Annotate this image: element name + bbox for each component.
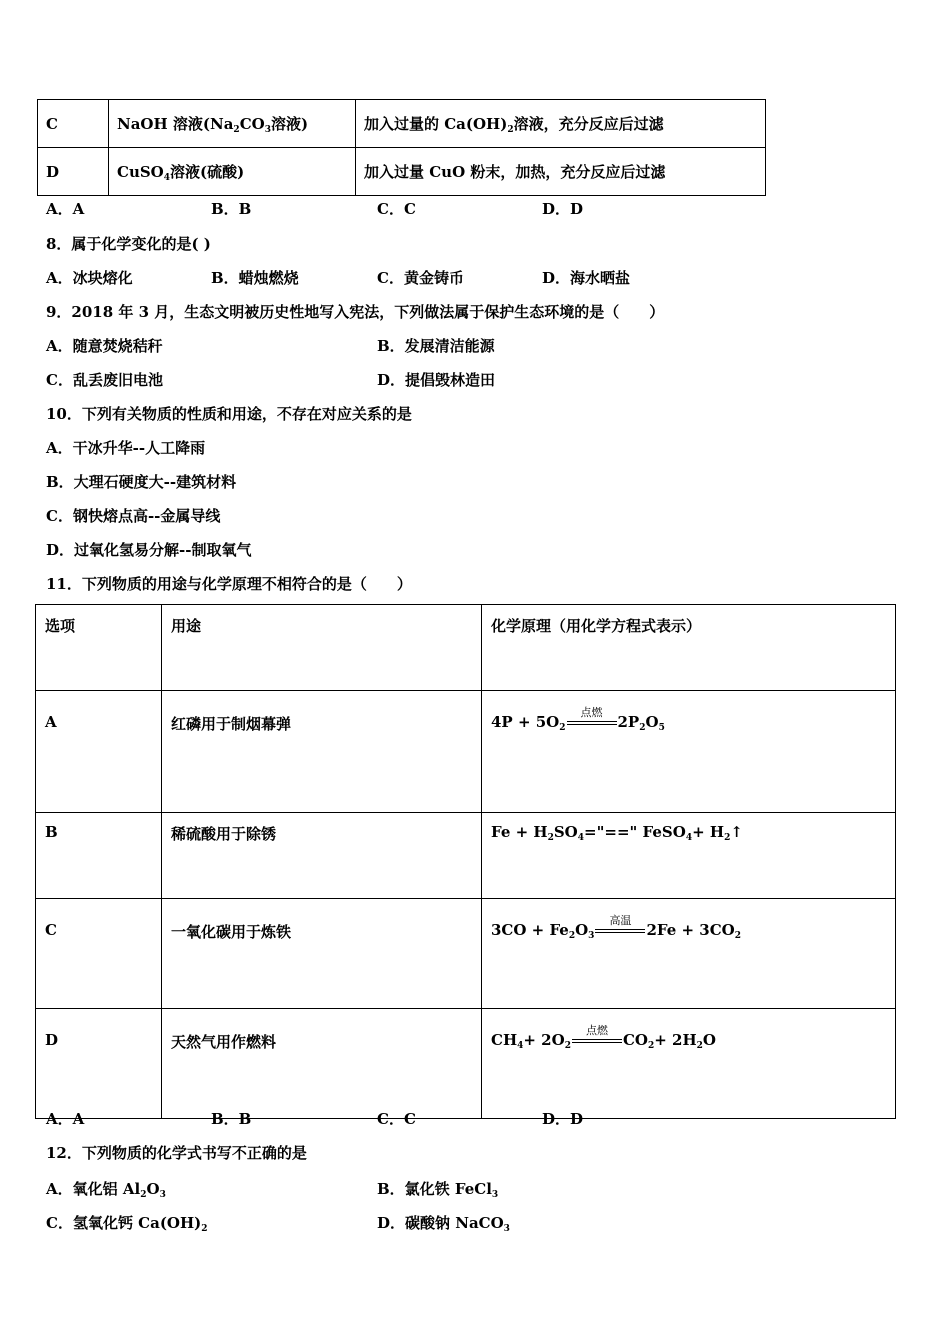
method-cell: 加入过量的 $Ca(OH)_2$溶液，充分反应后过滤 xyxy=(356,100,766,148)
choice-c[interactable]: C．氢氧化钙 $Ca(OH)_2$ xyxy=(46,1214,208,1234)
q10-stem: 10．下列有关物质的性质和用途，不存在对应关系的是 xyxy=(46,405,412,423)
header-use: 用途 xyxy=(162,605,482,691)
table-row xyxy=(36,899,896,1009)
header-option: 选项 xyxy=(36,605,162,691)
equation-cell: $3CO + Fe_2O_3$ 高温 $2Fe + 3CO_2$ xyxy=(482,899,896,1009)
choice-c[interactable]: C．黄金铸币 xyxy=(377,269,464,287)
choice-b[interactable]: B．蜡烛燃烧 xyxy=(211,269,299,287)
choice-a[interactable]: A．随意焚烧秸秆 xyxy=(46,337,163,355)
substance-cell: NaOH 溶液($Na_2CO_3$溶液) xyxy=(109,100,356,148)
option-cell: B xyxy=(36,813,162,899)
q8-stem: 8．属于化学变化的是( ) xyxy=(46,235,211,253)
q11-stem: 11．下列物质的用途与化学原理不相符合的是（ ） xyxy=(46,575,412,593)
choice-d[interactable]: D．海水晒盐 xyxy=(542,269,631,287)
use-cell: 天然气用作燃料 xyxy=(162,1009,482,1119)
choice-d[interactable]: D．过氧化氢易分解--制取氧气 xyxy=(46,541,252,559)
reaction-arrow: 高温 xyxy=(595,925,645,937)
choice-a[interactable]: A．A xyxy=(46,1110,85,1128)
table-header-row xyxy=(36,605,896,691)
choice-c[interactable]: C．乱丢废旧电池 xyxy=(46,371,163,389)
q12-stem: 12．下列物质的化学式书写不正确的是 xyxy=(46,1144,307,1162)
use-cell: 红磷用于制烟幕弹 xyxy=(162,691,482,813)
purification-table xyxy=(37,99,766,196)
choice-c[interactable]: C．C xyxy=(377,200,416,218)
choice-d[interactable]: D．D xyxy=(542,1110,584,1128)
table-row xyxy=(38,100,766,148)
choice-a[interactable]: A．干冰升华--人工降雨 xyxy=(46,439,206,457)
choice-d[interactable]: D．碳酸钠 NaCO$_3$ xyxy=(377,1214,510,1234)
table-row xyxy=(36,813,896,899)
option-cell: D xyxy=(36,1009,162,1119)
choice-c[interactable]: C．钢快熔点高--金属导线 xyxy=(46,507,221,525)
choice-b[interactable]: B．B xyxy=(211,200,252,218)
choice-c[interactable]: C．C xyxy=(377,1110,416,1128)
reaction-arrow: 点燃 xyxy=(572,1035,622,1047)
method-cell: 加入过量 CuO 粉末，加热，充分反应后过滤 xyxy=(356,148,766,196)
choice-b[interactable]: B．氯化铁 FeCl$_3$ xyxy=(377,1180,499,1200)
equation-cell: $CH_4+ 2O_2$ 点燃 $CO_2+ 2H_2O$ xyxy=(482,1009,896,1119)
choice-d[interactable]: D．提倡毁林造田 xyxy=(377,371,496,389)
option-cell: C xyxy=(36,899,162,1009)
option-cell: D xyxy=(38,148,109,196)
choice-b[interactable]: B．B xyxy=(211,1110,252,1128)
reaction-arrow: 点燃 xyxy=(567,717,617,729)
choice-d[interactable]: D．D xyxy=(542,200,584,218)
table-row xyxy=(36,1009,896,1119)
table-row xyxy=(36,691,896,813)
use-cell: 稀硫酸用于除锈 xyxy=(162,813,482,899)
use-cell: 一氧化碳用于炼铁 xyxy=(162,899,482,1009)
equation-cell: $4P + 5O_2$ 点燃 $2P_2O_5$ xyxy=(482,691,896,813)
substance-cell: CuSO$_4$溶液(硫酸) xyxy=(109,148,356,196)
choice-b[interactable]: B．大理石硬度大--建筑材料 xyxy=(46,473,237,491)
choice-a[interactable]: A．A xyxy=(46,200,85,218)
choice-b[interactable]: B．发展清洁能源 xyxy=(377,337,495,355)
choice-a[interactable]: A．冰块熔化 xyxy=(46,269,133,287)
equation-cell: $Fe + H_2SO_4="==$" FeSO$_4$+ $H_2↑$ xyxy=(482,813,896,899)
chemistry-table xyxy=(35,604,896,1119)
option-cell: A xyxy=(36,691,162,813)
q9-stem: 9．2018 年 3 月，生态文明被历史性地写入宪法，下列做法属于保护生态环境的是（ ） xyxy=(46,303,665,321)
choice-a[interactable]: A．氧化铝 $Al_2O_3$ xyxy=(46,1180,166,1200)
option-cell: C xyxy=(38,100,109,148)
header-principle: 化学原理（用化学方程式表示） xyxy=(482,605,896,691)
table-row xyxy=(38,148,766,196)
